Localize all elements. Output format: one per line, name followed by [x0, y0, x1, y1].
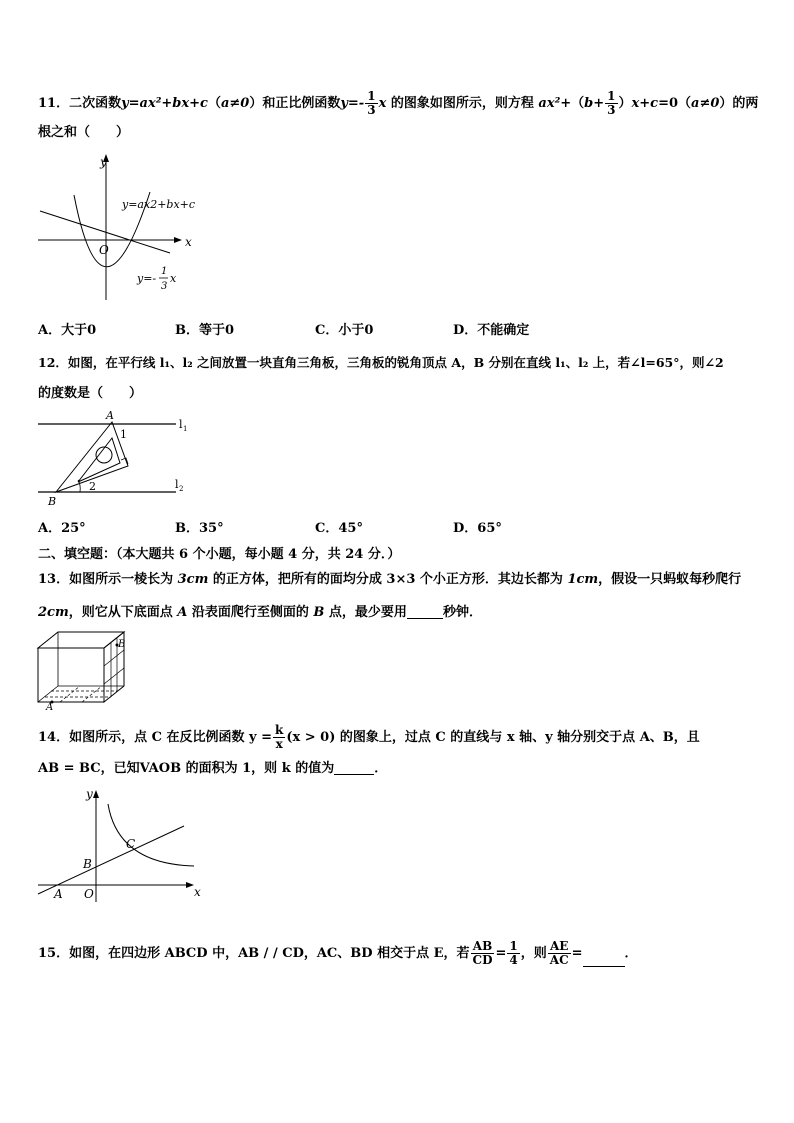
q12-stem-line1: 12．如图，在平行线 l₁、l₂ 之间放置一块直角三角板，三角板的锐角顶点 A，B 分别在直线 l₁、l₂ 上，若∠l=65°，则∠2	[38, 355, 724, 370]
q12-option-b[interactable]: B．35°	[175, 521, 224, 536]
q11-option-a[interactable]: A．大于0	[38, 323, 97, 338]
q12-option-a[interactable]: A．25°	[38, 521, 86, 536]
q12-label-l2-sub: 2	[179, 485, 184, 493]
q13-grid-line	[104, 650, 124, 666]
q12-option-d[interactable]: D．65°	[453, 521, 502, 536]
q11-x-arrow	[174, 237, 182, 243]
q14-line	[38, 826, 184, 894]
q11-x-label: x	[185, 235, 192, 249]
q11-option-d[interactable]: D．不能确定	[453, 323, 530, 338]
q11-stem-line2: 根之和（ ）	[38, 125, 130, 140]
q15-fraction-ae-ac: $\frac{AE}{AC}$	[549, 939, 569, 968]
q12-stem-line2: 的度数是（ ）	[38, 386, 143, 401]
q11-origin-label: O	[99, 243, 109, 257]
q13-answer-blank[interactable]	[407, 606, 443, 619]
q14-label-a: A	[54, 887, 63, 901]
q12-label-l1-sub: 1	[183, 425, 188, 433]
q13-hidden-edge-3	[38, 686, 58, 702]
q15-answer-blank[interactable]	[583, 954, 625, 967]
q12-label-1: 1	[120, 428, 127, 441]
q15-fraction-1-4: $\frac{1}{4}$	[509, 939, 518, 968]
q15-stem: 15．如图，在四边形 ABCD 中，AB / / CD，AC、BD 相交于点 E，若 $\frac{AB}{CD}$ = $\frac{1}{4}$ ，则 $\frac{AE}{AC}$ = ．	[38, 939, 638, 968]
section-heading-fill-in: 二、填空题：（本大题共 6 个小题，每小题 4 分，共 24 分．）	[38, 547, 401, 562]
q13-grid-line	[104, 668, 124, 684]
q12-set-square-inner	[78, 438, 120, 482]
q11-line-label-den: 3	[161, 281, 168, 292]
q14-figure	[34, 786, 214, 906]
q11-y-label: y	[100, 155, 107, 169]
q13-bottom-grid	[82, 686, 102, 702]
q11-option-b[interactable]: B．等于0	[175, 323, 235, 338]
q14-stem-line2: AB = BC，已知VAOB 的面积为 1，则 k 的值为 ．	[38, 761, 388, 776]
q12-label-l2: l	[175, 478, 179, 491]
q14-fraction: $\frac{k}{x}$	[275, 723, 284, 752]
q12-option-c[interactable]: C．45°	[315, 521, 363, 536]
q11-line-label-num: 1	[161, 266, 168, 277]
q15-fraction-ab-cd: $\frac{AB}{CD}$	[472, 939, 493, 968]
q13-stem-line2: 2cm，则它从下底面点 A 沿表面爬行至侧面的 B 点，最少要用 秒钟．	[38, 605, 482, 620]
q14-origin-label: O	[84, 887, 94, 901]
q13-stem-line1: 13．如图所示一棱长为 3cm 的正方体，把所有的面均分成 3×3 个小正方形．其边长都为 1cm，假设一只蚂蚁每秒爬行	[38, 572, 742, 587]
q11-line-label-x: x	[170, 272, 177, 285]
q12-label-b: B	[48, 495, 57, 508]
q13-bottom-grid	[60, 686, 80, 702]
q11-figure	[30, 150, 200, 310]
q11-line-label: y=-	[137, 272, 157, 285]
q13-cube-figure	[34, 628, 134, 713]
q14-stem-line1: 14．如图所示，点 C 在反比例函数 y = $\frac{k}{x}$ (x > 0) 的图象上，过点 C 的直线与 x 轴、y 轴分别交于点 A、B，且	[38, 723, 700, 752]
q11-option-c[interactable]: C．小于0	[315, 323, 374, 338]
q14-x-arrow	[186, 882, 194, 888]
q11-fraction-2: $\frac{1}{3}$	[607, 89, 616, 118]
q14-y-label: y	[86, 787, 93, 801]
q14-y-arrow	[93, 790, 99, 798]
q12-label-2: 2	[89, 480, 96, 493]
q11-stem-line1: 11．二次函数y=ax²+bx+c（a≠0）和正比例函数y=- $\frac{1}{3}$ x 的图象如图所示，则方程 ax²+（b+ $\frac{1}{3}$ ）x+c=0（a≠0）的两	[38, 89, 759, 118]
q14-x-label: x	[194, 885, 201, 899]
q12-label-a: A	[106, 409, 114, 422]
q12-figure	[36, 408, 196, 508]
q13-label-b: B	[118, 639, 126, 650]
q12-label-l1: l	[179, 418, 183, 431]
q14-label-c: C	[126, 837, 136, 851]
q14-hyperbola	[108, 804, 194, 866]
q11-fraction-1: $\frac{1}{3}$	[367, 89, 376, 118]
q14-answer-blank[interactable]	[334, 762, 374, 775]
q13-label-a: A	[46, 702, 54, 713]
q14-label-b: B	[83, 857, 92, 871]
q11-parabola-label: y=ax2+bx+c	[122, 198, 196, 211]
